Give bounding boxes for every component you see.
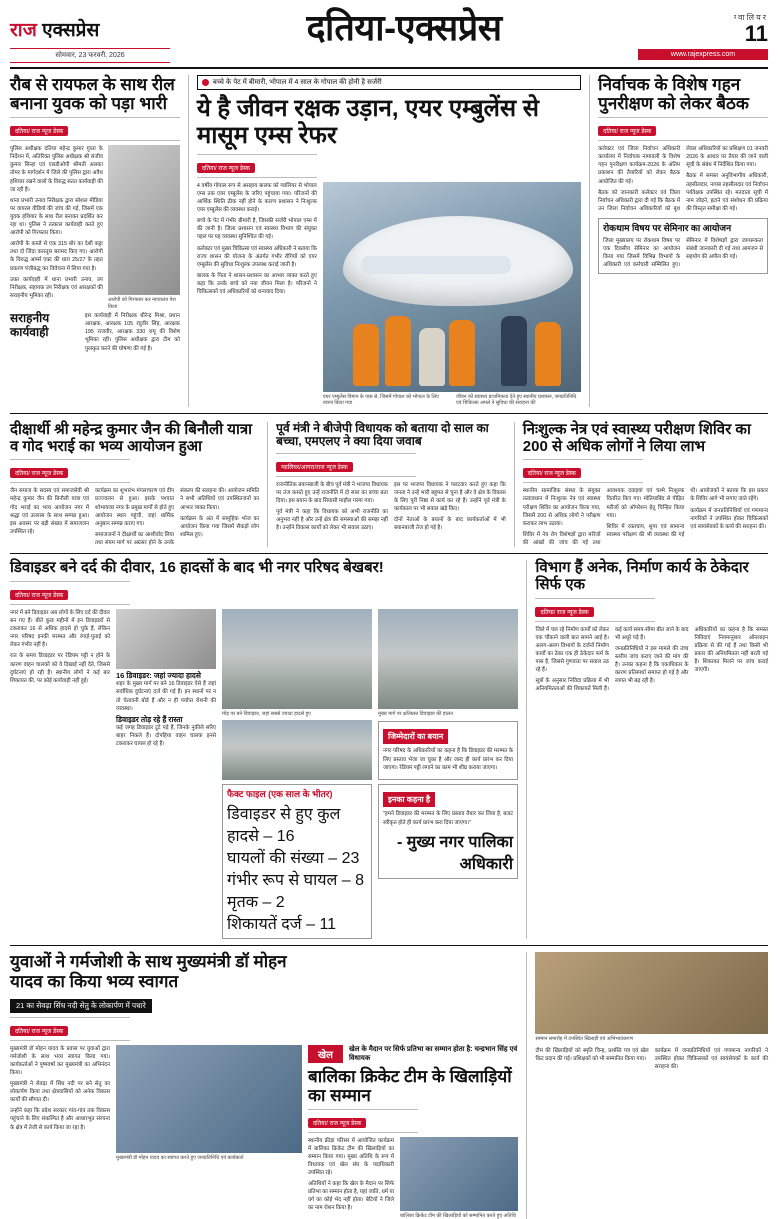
lead-band: [197, 75, 581, 90]
box-headline: फैक्ट फाइल (एक साल के भीतर): [227, 789, 333, 800]
paragraph: रात के समय डिवाइडर पर रेडियम पट्टी न होने के कारण वाहन चालकों को वे दिखाई नहीं देते, जिससे दुर्घटनाएं हो रही हैं। स्थानीय लोगों ने कई बार शिकायत की, पर कोई कार्यवाही नहीं हुई।: [10, 653, 110, 684]
sports-photo-left: [400, 1137, 518, 1211]
subheadline: 16 डिवाइडर: जहां ज्यादा हादसे: [116, 670, 201, 680]
story-voter-revision: [598, 75, 768, 407]
paragraph: कार्यक्रम में जनप्रतिनिधियों एवं गणमान्य नागरिकों ने उपस्थित होकर चिकित्सकों एवं स्वयंसेवकों के कार्य की सराहना की।: [654, 1047, 768, 1071]
paragraph: इस कार्यवाही में निरीक्षक धीरेन्द्र मिश्रा, प्रधान आरक्षक, आरक्षक 105 रघुवीर सिंह, आरक्षक 195 राजवीर, आरक्षक 330 रामू की विशेष भूमिका रही। पुलिस अधीक्षक द्वारा टीम को पुरस्कृत करने की घोषणा की गई है।: [84, 313, 180, 352]
byline-row: [523, 459, 643, 483]
section-tag-sports: खेल: [308, 1045, 343, 1063]
headline: बालिका क्रिकेट टीम के खिलाड़ियों का सम्मान: [308, 1066, 512, 1105]
person-figure: [419, 328, 445, 386]
sidebar-box-seminar: [598, 218, 768, 274]
headline: डिवाइडर बने दर्द की दीवार, 16 हादसों के बाद भी नगर परिषद बेखबर!: [10, 559, 384, 577]
byline: ग्वालियर/आगरा/राज न्यूज डेस्क: [276, 462, 353, 472]
photo-caption: मुख्य मार्ग पर क्षतिग्रस्त डिवाइडर की हालत: [378, 710, 454, 717]
byline: दतिया/ राज न्यूज डेस्क: [197, 163, 255, 173]
byline-row: [10, 581, 130, 605]
paragraph: राजनीतिक बयानबाजी के बीच पूर्व मंत्री ने भाजपा विधायक पर तंज कसते हुए उन्हें राजनीति में दो साल का बच्चा बता दिया। इस बयान के बाद सियासी माहौल गरमा गया।: [276, 481, 388, 504]
paragraph: आरोपी के कब्जे से एक 315 बोर का देशी कट्टा तथा दो जिंदा कारतूस बरामद किए गए। आरोपी के विरुद्ध आर्म्स एक्ट की धारा 25/27 के तहत प्रकरण पंजीबद्ध कर विवेचना में लिया गया है।: [10, 241, 103, 272]
paragraph: बालक के पिता ने शासन-प्रशासन का आभार व्यक्त करते हुए कहा कि उनके बच्चे को नया जीवन मिला है। परिजनों ने चिकित्सकों एवं अधिकारियों को धन्यवाद दिया।: [196, 272, 317, 296]
paragraph: कार्यक्रम में जनप्रतिनिधियों एवं गणमान्य नागरिकों ने उपस्थित होकर चिकित्सकों एवं स्वयंसेवकों के कार्य की सराहना की।: [690, 507, 768, 530]
headline: विभाग हैं अनेक, निर्माण कार्य के ठेकेदार सिर्फ एक: [535, 559, 749, 593]
bottom-left-column: [10, 952, 518, 1219]
sports-kicker: [308, 1045, 518, 1063]
top-region: [10, 75, 768, 407]
paragraph: मुख्यमंत्री ने सेवढ़ा में सिंध नदी पर बने सेतु का लोकार्पण किया तथा क्षेत्रवासियों को अनेक विकास कार्यों की सौगात दी।: [10, 1080, 110, 1104]
paragraph: मुख्यमंत्री डॉ मोहन यादव के प्रवास पर युवाओं द्वारा गर्मजोशी के साथ भव्य स्वागत किया गया। कार्यकर्ताओं ने पुष्पवर्षा कर मुख्यमंत्री का अभिनंदन किया।: [10, 1045, 110, 1076]
story-cm-welcome: [10, 952, 518, 1219]
fact-row: मृतक – 2: [227, 894, 285, 912]
headline: निर्वाचक के विशेष गहन पुनरीक्षण को लेकर बैठक: [598, 75, 749, 114]
paragraph: अतिथियों ने कहा कि खेल के मैदान पर सिर्फ प्रतिभा का सम्मान होता है, यहां जाति, धर्म या वर्ग का कोई भेद नहीं होता। बेटियों ने जिले का नाम रोशन किया है।: [308, 1181, 395, 1212]
paragraph: कार्यक्रम के अंत में सामूहिक भोज का आयोजन किया गया जिसमें सैकड़ों लोग शामिल हुए।: [180, 515, 260, 538]
paragraph: समाजजनों ने दीक्षार्थी का आशीर्वाद लिया तथा संयम मार्ग पर अग्रसर होने के उनके संकल्प की सराहना की। आयोजन समिति ने सभी अतिथियों एवं उपस्थितजनों का आभार व्यक्त किया।: [95, 488, 260, 546]
person-figure: [385, 316, 411, 386]
byline: दतिया/ राज न्यूज डेस्क: [535, 607, 593, 617]
divider-region: [10, 560, 768, 939]
paragraph: टीम की खिलाड़ियों को स्मृति चिन्ह, प्रशस्ति पत्र एवं खेल किट प्रदान की गई। प्रशिक्षकों को भी सम्मानित किया गया।: [535, 1047, 649, 1063]
byline-row: [10, 1017, 130, 1041]
website-url[interactable]: www.rajexpress.com: [638, 49, 768, 60]
publication-logo: [10, 16, 170, 42]
paragraph: स्थानीय सामाजिक संस्था के संयुक्त तत्वावधान में निःशुल्क नेत्र एवं स्वास्थ्य परीक्षण शिविर का आयोजन किया गया, जिसमें 200 से अधिक लोगों ने परीक्षण कराकर लाभ उठाया।: [522, 488, 601, 527]
person-figure: [353, 324, 379, 386]
story-photo: [108, 145, 180, 295]
box-headline: जिम्मेदारों का बयान: [383, 729, 448, 744]
paragraph: जैन समाज के सदस्य एवं समाजसेवी श्री महेन्द्र कुमार जैन की बिनौली यात्रा एवं गोद भराई का भव्य आयोजन नगर में श्रद्धा एवं उल्लास के साथ सम्पन्न हुआ। इस अवसर पर बड़ी संख्या में समाजजन उपस्थित रहे।: [10, 488, 90, 535]
story-road-dividers: [10, 560, 518, 939]
mid-region: [10, 422, 768, 547]
fact-row: घायलों की संख्या – 23: [227, 850, 360, 868]
paragraph: बैठक को जानकारी कलेक्टर एवं जिला निर्वाचन अधिकारी द्वारा दी गई कि बैठक में उन जिला निर्वाचन अधिकारियों को बूथ लेवल अधिकारियों का प्रशिक्षण 01 जनवरी 2026 के आधार पर तैयार की जाने वाली सूची के संबंध में निर्देशित किया गया।: [598, 146, 769, 212]
paragraph: कलेक्टर एवं मुख्य चिकित्सा एवं स्वास्थ्य अधिकारी ने बताया कि राज्य शासन की योजना के अंतर्गत गंभीर रोगियों को एयर एम्बुलेंस की सुविधा निःशुल्क उपलब्ध कराई जाती है।: [196, 245, 317, 268]
page-number: 11: [744, 21, 768, 46]
box-headline: रोकथाम विषय पर सेमिनार का आयोजन: [603, 223, 732, 234]
quote-attribution: - मुख्य नगर पालिका अधिकारी: [397, 833, 513, 873]
masthead-right: [638, 8, 768, 60]
byline: दतिया/ राज न्यूज डेस्क: [598, 126, 656, 136]
byline-row: [276, 453, 416, 477]
sub-band: 21 का सेवढ़ा सिंध नदी सेतु के लोकार्पण में पधारे: [10, 999, 152, 1013]
masthead-left: [10, 8, 170, 63]
headline: रौब से रायफल के साथ रील बनाना युवक को पड़ा भारी: [10, 75, 175, 114]
paragraph: दोनों नेताओं के बयानों के बाद कार्यकर्ताओं में भी बयानबाजी तेज हो गई है।: [393, 517, 506, 532]
sports-photo-right: [535, 952, 768, 1034]
quote-box: [378, 784, 518, 878]
photo-caption: मुख्यमंत्री डॉ मोहन यादव का स्वागत करते हुए जनप्रतिनिधि एवं कार्यकर्ता: [116, 1154, 244, 1161]
byline-row: [535, 598, 655, 622]
fact-row: गंभीर रूप से घायल – 8: [227, 872, 365, 890]
paragraph: अधिकारियों का कहना है कि समस्त निविदाएं नियमानुसार ऑनलाइन प्रक्रिया से की गई हैं तथा किसी भी प्रकार की अनियमितता नहीं बरती गई है। शिकायत मिलने पर जांच कराई जाएगी।: [694, 626, 768, 674]
paragraph: कलेक्टर एवं जिला निर्वाचन अधिकारी कार्यालय में निर्वाचक नामावली के विशेष गहन पुनरीक्षण कार्यक्रम-2026 के अंतिम प्रकाशन की तैयारियों को लेकर बैठक आयोजित की गई।: [598, 146, 681, 185]
story-photo-portrait: [116, 609, 216, 669]
byline-row: [598, 117, 768, 141]
story-health-camp: [523, 422, 768, 547]
story-rifle-reel: [10, 75, 180, 407]
paragraph: 4 वर्षीय गोपाल रूप से असहाय बालक को ग्वालियर से भोपाल एम्स तक एयर एम्बुलेंस के जरिए पहुंचाया गया। परिजनों की आर्थिक स्थिति ठीक नहीं होने के कारण प्रशासन ने निःशुल्क एयर एम्बुलेंस की व्यवस्था कराई।: [196, 182, 317, 214]
fact-row: शिकायतें दर्ज – 11: [227, 916, 337, 934]
sports-kicker-text: खेल के मैदान पर सिर्फ प्रतिभा का सम्मान होता है: चन्द्रभान सिंह एवं विधायक: [348, 1045, 518, 1062]
paragraph: जिला मुख्यालय पर रोकथाम विषय पर एक दिवसीय सेमिनार का आयोजन किया गया जिसमें विभिन्न विभागों के अधिकारी एवं कर्मचारी सम्मिलित हुए। सेमिनार में विशेषज्ञों द्वारा जागरूकता संबंधी जानकारी दी गई तथा आमजन से सहयोग की अपील की गई।: [603, 237, 764, 268]
byline-row: [197, 154, 317, 178]
logo-express: एक्सप्रेस: [42, 20, 100, 41]
photo-caption: बालिका क्रिकेट टीम की खिलाड़ियों को सम्मानित करते हुए अतिथि: [400, 1212, 516, 1219]
paragraph: सूत्रों के अनुसार निविदा प्रक्रिया में भी अनियमितताओं की शिकायतें मिली हैं। कई कार्य समय-सीमा बीत जाने के बाद भी अधूरे पड़े हैं।: [535, 626, 689, 693]
bottom-region: [10, 952, 768, 1219]
road-photo-a: [222, 609, 372, 709]
story-single-contractor: [535, 560, 768, 939]
paragraph: शिविर में रक्तचाप, शुगर एवं सामान्य स्वास्थ्य परीक्षण की भी व्यवस्था की गई थी। आयोजकों ने बताया कि इस प्रकार के शिविर आगे भी लगाए जाते रहेंगे।: [606, 488, 768, 538]
paragraph: पूर्व मंत्री ने कहा कि विधायक को अभी राजनीति का अनुभव नहीं है और उन्हें क्षेत्र की समस्याओं की समझ नहीं है। उन्होंने विकास कार्यों को लेकर भी सवाल उठाए।: [276, 508, 388, 532]
paragraph: इस पर भाजपा विधायक ने पलटवार करते हुए कहा कि जनता ने उन्हें भारी बहुमत से चुना है और वे क्षेत्र के विकास के लिए पूरी निष्ठा से कार्य कर रहे हैं। उन्होंने पूर्व मंत्री के कार्यकाल पर भी सवाल खड़े किए।: [393, 481, 506, 512]
bottom-right-column: [535, 952, 768, 1219]
road-photo-b: [378, 609, 518, 709]
photo-caption: आरोपी को गिरफ्तार कर न्यायालय पेश किया: [107, 297, 176, 310]
edition-city: ग्वालियर: [733, 13, 768, 22]
fact-file-box: [222, 784, 372, 939]
fact-row: डिवाइडर से हुए कुल हादसे – 16: [227, 806, 341, 846]
paragraph: कई जगह डिवाइडर टूटे पड़े हैं, जिनके नुकीले सरिए बाहर निकले हैं। दोपहिया वाहन चालक इनसे टकराकर घायल हो रहे हैं।: [116, 725, 216, 748]
story-jain-yatra: [10, 422, 259, 547]
paragraph: उक्त कार्यवाही में थाना प्रभारी उनाव, उप निरीक्षक, सहायक उप निरीक्षक एवं आरक्षकों की सराहनीय भूमिका रही।: [10, 276, 103, 299]
newspaper-title: दतिया-एक्सप्रेस: [306, 7, 502, 48]
paragraph: बैठक में समस्त अनुविभागीय अधिकारी, तहसीलदार, नायब तहसीलदार एवं निर्वाचन पर्यवेक्षक उपस्थित रहे। मतदाता सूची में नाम जोड़ने, हटाने एवं संशोधन की प्रक्रिया की विस्तृत समीक्षा की गई।: [686, 173, 769, 212]
byline: दतिया/ राज न्यूज डेस्क: [10, 468, 68, 478]
headline: पूर्व मंत्री ने बीजेपी विधायक को बताया दो साल का बच्चा, एमएलए ने क्या दिया जवाब: [276, 420, 489, 449]
byline: दतिया/ राज न्यूज डेस्क: [308, 1118, 366, 1128]
bullet-icon: [202, 79, 209, 86]
cm-welcome-photo: [116, 1045, 302, 1153]
byline-row: [10, 459, 130, 483]
headline: युवाओं ने गर्मजोशी के साथ मुख्यमंत्री डॉ मोहन यादव का किया भव्य स्वागत: [10, 952, 287, 991]
photo-caption: जीवन को स्वास्थ्य प्राथमिकता देते हुए स्थानीय प्रशासन, जनप्रतिनिधि एवं चिकित्सा अमले ने सुविधा की सराहना की: [456, 393, 577, 407]
masthead: [10, 8, 768, 69]
story-air-ambulance: [197, 75, 581, 407]
paragraph: स्थानीय क्रीड़ा परिसर में आयोजित कार्यक्रम में बालिका क्रिकेट टीम की खिलाड़ियों का सम्मान किया गया। मुख्य अतिथि के रूप में विधायक एवं खेल संघ के पदाधिकारी उपस्थित रहे।: [308, 1137, 394, 1177]
headline: ये है जीवन रक्षक उड़ान, एयर एम्बुलेंस से मासूम एम्स रेफर: [196, 95, 540, 149]
box-headline: इनका कहना है: [383, 792, 435, 807]
photo-caption: एयर एम्बुलेंस विमान के पास से, जिसमें गोपाल को भोपाल के लिए रवाना किया गया: [322, 393, 439, 407]
paragraph: जिले में चल रहे निर्माण कार्यों को लेकर एक चौंकाने वाली बात सामने आई है। अलग-अलग विभागों के दर्जनों निर्माण कार्यों का ठेका एक ही ठेकेदार फर्म के पास है, जिससे गुणवत्ता पर सवाल उठ रहे हैं।: [535, 626, 609, 674]
airplane-graphic: [343, 216, 573, 306]
main-photo-air-ambulance: [323, 182, 581, 392]
paragraph: शिविर में नेत्र रोग विशेषज्ञों द्वारा मरीजों की आंखों की जांच की गई तथा आवश्यक दवाइयां एवं चश्मे निःशुल्क वितरित किए गए। मोतियाबिंद से पीड़ित मरीजों को ऑपरेशन हेतु चिन्हित किया गया।: [522, 488, 685, 546]
paragraph: शहर के मुख्य मार्ग पर बने 16 डिवाइडर ऐसे हैं जहां सर्वाधिक दुर्घटनाएं दर्ज की गई हैं। इन स्थानों पर न तो चेतावनी बोर्ड हैं और न ही पर्याप्त रोशनी की व्यवस्था।: [116, 681, 216, 712]
byline: दतिया/ राज न्यूज डेस्क: [10, 126, 68, 136]
lead-band-text: बच्चे के पेट में बीमारी, भोपाल में 4 साल के गोपाल की होनी है सर्जरी: [212, 79, 382, 86]
paragraph: नगर में बने डिवाइडर अब लोगों के लिए दर्द की दीवार बन गए हैं। बीते कुछ महीनों में इन डिवाइडरों से टकराकर 16 से अधिक हादसे हो चुके हैं, लेकिन नगर परिषद इनकी मरम्मत और रंगाई-पुताई को लेकर गंभीर नहीं है।: [10, 609, 110, 649]
person-figure: [501, 316, 527, 386]
paragraph: बच्चे के पेट में गंभीर बीमारी है, जिसकी सर्जरी भोपाल एम्स में की जानी है। जिला प्रशासन एवं स्वास्थ्य विभाग की संयुक्त पहल पर यह व्यवस्था सुनिश्चित की गई।: [196, 218, 317, 241]
paragraph: पुलिस अधीक्षक दतिया महेन्द्र कुमार गुप्ता के निर्देशन में, अतिरिक्त पुलिस अधीक्षक श्री संजीव कुमार सिन्हा एवं एसडीओपी श्रीमती अलका तोमर के मार्गदर्शन में जिले की पुलिस द्वारा अवैध हथियार रखने वालों के विरुद्ध सतत कार्यवाही की जा रही है।: [10, 146, 103, 193]
photo-caption: मोड़ पर बने डिवाइडर, जहां सबसे ज्यादा हादसे हुए: [222, 710, 311, 717]
byline: दतिया/ राज न्यूज डेस्क: [523, 468, 581, 478]
photo-caption: सम्मान समारोह में उपस्थित खिलाड़ी एवं अभिभावकगण: [535, 1036, 634, 1043]
byline-row: [308, 1109, 418, 1133]
person-figure: [449, 320, 475, 386]
masthead-center: [170, 8, 638, 46]
paragraph: नगर परिषद के अधिकारियों का कहना है कि डिवाइडर की मरम्मत के लिए प्रस्ताव भेजा जा चुका है और जल्द ही कार्य प्रारंभ कर दिया जाएगा। रेडियम पट्टी लगाने का काम भी शीघ्र कराया जाएगा।: [383, 748, 513, 771]
statement-box: [378, 721, 518, 779]
headline: निःशुल्क नेत्र एवं स्वास्थ्य परीक्षण शिविर का 200 से अधिक लोगों ने लिया लाभ: [522, 420, 751, 455]
logo-raj: राज: [10, 20, 43, 41]
headline: दीक्षार्थी श्री महेन्द्र कुमार जैन की बिनौली यात्रा व गोद भराई का भव्य आयोजन हुआ: [10, 420, 253, 455]
quote-text: "हमने डिवाइडर की मरम्मत के लिए प्रस्ताव तैयार कर लिया है, बजट स्वीकृत होते ही कार्य प्रारंभ करा दिया जाएगा।": [383, 811, 513, 826]
road-photo-c: [222, 720, 372, 780]
byline-row: [10, 117, 180, 141]
byline: दतिया/ राज न्यूज डेस्क: [10, 1026, 68, 1036]
paragraph: उन्होंने कहा कि प्रदेश सरकार गांव-गांव तक विकास पहुंचाने के लिए संकल्पित है और आधारभूत संरचना के क्षेत्र में तेजी से कार्य किया जा रहा है।: [10, 1108, 110, 1131]
subheadline: सराहनीय कार्यवाही: [10, 311, 50, 339]
person-figure: [535, 322, 561, 386]
byline: दतिया/ राज न्यूज डेस्क: [10, 590, 68, 600]
subheadline: डिवाइडर तोड़ रहे हैं रास्ता: [116, 714, 183, 724]
issue-date: सोमवार, 23 फरवरी, 2026: [10, 48, 170, 63]
paragraph: कार्यक्रम का शुभारंभ मंगलाचरण एवं दीप प्रज्ज्वलन से हुआ। इसके पश्चात शोभायात्रा नगर के प्रमुख मार्गों से होते हुए आयोजन स्थल पहुंची, जहां धार्मिक अनुष्ठान सम्पन्न कराए गए।: [95, 488, 175, 527]
paragraph: जनप्रतिनिधियों ने इस मामले की उच्च स्तरीय जांच कराए जाने की मांग की है। उनका कहना है कि एकाधिकार के कारण प्रतिस्पर्धा समाप्त हो गई है और लागत भी बढ़ रही है।: [614, 645, 689, 685]
story-minister-remark: [276, 422, 506, 547]
paragraph: थाना प्रभारी उनाव निरीक्षक द्वारा सोशल मीडिया पर वायरल वीडियो की जांच की गई, जिसमें एक युवक हथियार के साथ रील बनाकर प्रदर्शित कर रहा था। पुलिस ने तत्काल कार्यवाही करते हुए आरोपी को गिरफ्तार किया।: [10, 197, 103, 237]
